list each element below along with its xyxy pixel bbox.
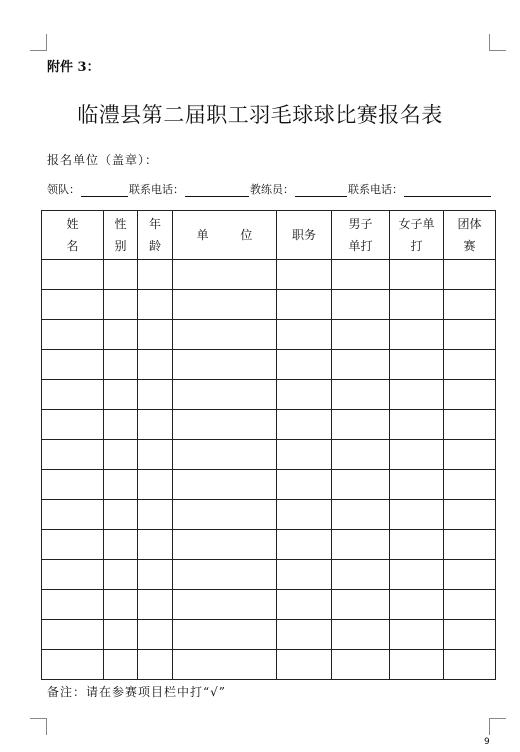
table-cell[interactable] [173, 260, 277, 290]
table-cell[interactable] [173, 650, 277, 680]
coach-field[interactable] [295, 185, 347, 197]
table-cell[interactable] [277, 290, 332, 320]
table-cell[interactable] [42, 320, 104, 350]
table-cell[interactable] [444, 380, 496, 410]
table-cell[interactable] [332, 470, 390, 500]
note-text: 备注：请在参赛项目栏中打“√” [47, 685, 226, 699]
table-cell[interactable] [332, 650, 390, 680]
table-cell[interactable] [277, 380, 332, 410]
table-cell[interactable] [390, 620, 444, 650]
table-cell[interactable] [332, 410, 390, 440]
table-cell[interactable] [104, 620, 138, 650]
table-cell[interactable] [332, 530, 390, 560]
leader-field[interactable] [81, 185, 128, 197]
table-cell[interactable] [277, 590, 332, 620]
page-title: 临澧县第二届职工羽毛球球比赛报名表 [77, 103, 443, 127]
table-cell[interactable] [277, 620, 332, 650]
table-cell[interactable] [444, 590, 496, 620]
table-row [42, 470, 496, 500]
table-cell[interactable] [332, 560, 390, 590]
table-row [42, 290, 496, 320]
table-cell[interactable] [390, 350, 444, 380]
header-name: 姓 名 [42, 211, 104, 260]
table-cell[interactable] [390, 590, 444, 620]
table-cell[interactable] [444, 530, 496, 560]
table-cell[interactable] [42, 350, 104, 380]
table-cell[interactable] [390, 530, 444, 560]
table-row [42, 530, 496, 560]
table-row [42, 440, 496, 470]
table-cell[interactable] [42, 470, 104, 500]
table-cell[interactable] [390, 470, 444, 500]
table-cell[interactable] [444, 650, 496, 680]
table-cell[interactable] [277, 410, 332, 440]
header-mens-singles: 男子 单打 [332, 211, 390, 260]
table-cell[interactable] [444, 350, 496, 380]
table-cell[interactable] [444, 470, 496, 500]
table-cell[interactable] [277, 560, 332, 590]
signup-table [41, 210, 496, 680]
table-cell[interactable] [173, 620, 277, 650]
table-cell[interactable] [42, 410, 104, 440]
table-cell[interactable] [42, 530, 104, 560]
header-unit: 单 位 [173, 211, 277, 260]
table-cell[interactable] [277, 530, 332, 560]
table-cell[interactable] [138, 410, 173, 440]
phone1-field[interactable] [185, 185, 249, 197]
unit-label: 报名单位（盖章）： [47, 153, 159, 167]
crop-mark-bottom-right [489, 718, 506, 735]
table-cell[interactable] [138, 560, 173, 590]
table-cell[interactable] [277, 260, 332, 290]
table-cell[interactable] [138, 590, 173, 620]
table-cell[interactable] [138, 440, 173, 470]
table-cell[interactable] [138, 260, 173, 290]
table-cell[interactable] [390, 500, 444, 530]
table-cell[interactable] [332, 620, 390, 650]
table-cell[interactable] [390, 380, 444, 410]
page-number: 9 [484, 737, 490, 747]
table-row [42, 380, 496, 410]
table-cell[interactable] [444, 500, 496, 530]
table-cell[interactable] [173, 440, 277, 470]
table-cell[interactable] [332, 320, 390, 350]
table-cell[interactable] [104, 650, 138, 680]
table-cell[interactable] [42, 380, 104, 410]
table-cell[interactable] [138, 470, 173, 500]
table-cell[interactable] [42, 440, 104, 470]
table-cell[interactable] [332, 290, 390, 320]
table-cell[interactable] [138, 380, 173, 410]
table-cell[interactable] [42, 590, 104, 620]
table-cell[interactable] [444, 620, 496, 650]
table-cell[interactable] [332, 350, 390, 380]
table-cell[interactable] [138, 620, 173, 650]
header-position: 职务 [277, 211, 332, 260]
table-cell[interactable] [444, 440, 496, 470]
table-cell[interactable] [104, 350, 138, 380]
table-cell[interactable] [173, 320, 277, 350]
table-cell[interactable] [138, 350, 173, 380]
table-cell[interactable] [42, 500, 104, 530]
table-cell[interactable] [332, 590, 390, 620]
crop-mark-bottom-left [30, 718, 47, 735]
phone2-label: 联系电话： [348, 183, 403, 196]
table-cell[interactable] [444, 320, 496, 350]
table-cell[interactable] [138, 650, 173, 680]
table-cell[interactable] [173, 350, 277, 380]
table-cell[interactable] [104, 530, 138, 560]
table-cell[interactable] [104, 560, 138, 590]
table-row [42, 650, 496, 680]
table-cell[interactable] [104, 500, 138, 530]
table-cell[interactable] [444, 560, 496, 590]
table-cell[interactable] [42, 560, 104, 590]
table-cell[interactable] [173, 470, 277, 500]
crop-mark-top-left [30, 34, 47, 51]
header-row [42, 211, 496, 260]
header-gender: 性 别 [104, 211, 138, 260]
contact-line [47, 181, 492, 197]
table-cell[interactable] [332, 260, 390, 290]
table-cell[interactable] [390, 650, 444, 680]
crop-mark-top-right [489, 34, 506, 51]
table-cell[interactable] [390, 320, 444, 350]
table-cell[interactable] [332, 440, 390, 470]
table-cell[interactable] [42, 260, 104, 290]
table-cell[interactable] [173, 380, 277, 410]
attachment-label: 附件 3： [47, 60, 100, 75]
table-cell[interactable] [104, 410, 138, 440]
table-cell[interactable] [390, 290, 444, 320]
phone2-field[interactable] [404, 185, 491, 197]
table-cell[interactable] [332, 380, 390, 410]
table-cell[interactable] [277, 320, 332, 350]
table-row [42, 590, 496, 620]
table-row [42, 350, 496, 380]
table-cell[interactable] [138, 290, 173, 320]
table-row [42, 560, 496, 590]
table-row [42, 620, 496, 650]
table-cell[interactable] [390, 410, 444, 440]
table-cell[interactable] [104, 290, 138, 320]
table-cell[interactable] [104, 380, 138, 410]
table-cell[interactable] [173, 500, 277, 530]
table-cell[interactable] [173, 530, 277, 560]
header-age: 年 龄 [138, 211, 173, 260]
table-cell[interactable] [390, 260, 444, 290]
table-cell[interactable] [104, 470, 138, 500]
coach-label: 教练员： [250, 183, 294, 196]
table-row [42, 260, 496, 290]
table-cell[interactable] [42, 650, 104, 680]
table-cell[interactable] [277, 650, 332, 680]
table-cell[interactable] [277, 350, 332, 380]
table-row [42, 320, 496, 350]
table-cell[interactable] [104, 590, 138, 620]
table-cell[interactable] [390, 440, 444, 470]
table-cell[interactable] [138, 500, 173, 530]
table-cell[interactable] [42, 290, 104, 320]
table-cell[interactable] [173, 410, 277, 440]
table-cell[interactable] [173, 590, 277, 620]
table-row [42, 410, 496, 440]
header-womens-singles: 女子单 打 [390, 211, 444, 260]
table-cell[interactable] [104, 320, 138, 350]
table-cell[interactable] [104, 260, 138, 290]
table-cell[interactable] [277, 470, 332, 500]
table-cell[interactable] [444, 260, 496, 290]
header-team: 团体 赛 [444, 211, 496, 260]
phone1-label: 联系电话： [129, 183, 184, 196]
table-cell[interactable] [104, 440, 138, 470]
table-cell[interactable] [444, 410, 496, 440]
table-row [42, 500, 496, 530]
table-cell[interactable] [277, 500, 332, 530]
table-cell[interactable] [138, 320, 173, 350]
table-cell[interactable] [390, 560, 444, 590]
table-cell[interactable] [332, 500, 390, 530]
table-cell[interactable] [444, 290, 496, 320]
table-cell[interactable] [42, 620, 104, 650]
table-cell[interactable] [277, 440, 332, 470]
table-cell[interactable] [138, 530, 173, 560]
table-cell[interactable] [173, 290, 277, 320]
table-cell[interactable] [173, 560, 277, 590]
leader-label: 领队： [47, 183, 80, 196]
